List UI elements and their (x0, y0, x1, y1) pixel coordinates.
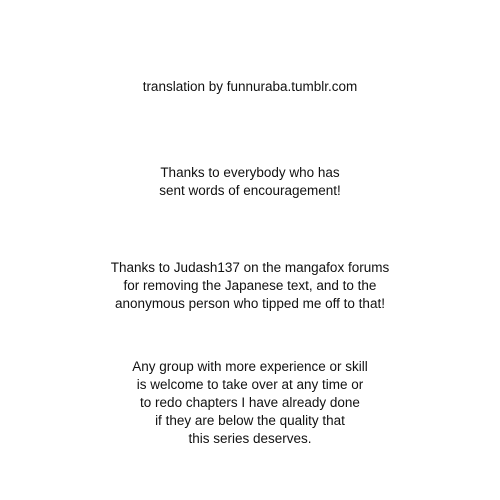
invitation-line: this series deserves. (188, 431, 312, 446)
text-removal-line: Thanks to Judash137 on the mangafox forums (110, 260, 390, 275)
text-removal-line: anonymous person who tipped me off to that! (115, 296, 385, 311)
translation-credit (0, 78, 500, 96)
credit-line: translation by funnuraba.tumblr.com (142, 79, 358, 94)
invitation-line: to redo chapters I have already done (140, 395, 360, 410)
group-takeover-invitation (0, 358, 500, 448)
thanks-text-removal-note (0, 259, 500, 313)
invitation-line: is welcome to take over at any time or (136, 377, 364, 392)
encouragement-line: sent words of encouragement! (159, 183, 341, 198)
invitation-line: Any group with more experience or skill (132, 359, 368, 374)
invitation-line: if they are below the quality that (155, 413, 345, 428)
text-removal-line: for removing the Japanese text, and to the (123, 278, 377, 293)
encouragement-line: Thanks to everybody who has (160, 165, 340, 180)
thanks-encouragement-note (0, 164, 500, 200)
